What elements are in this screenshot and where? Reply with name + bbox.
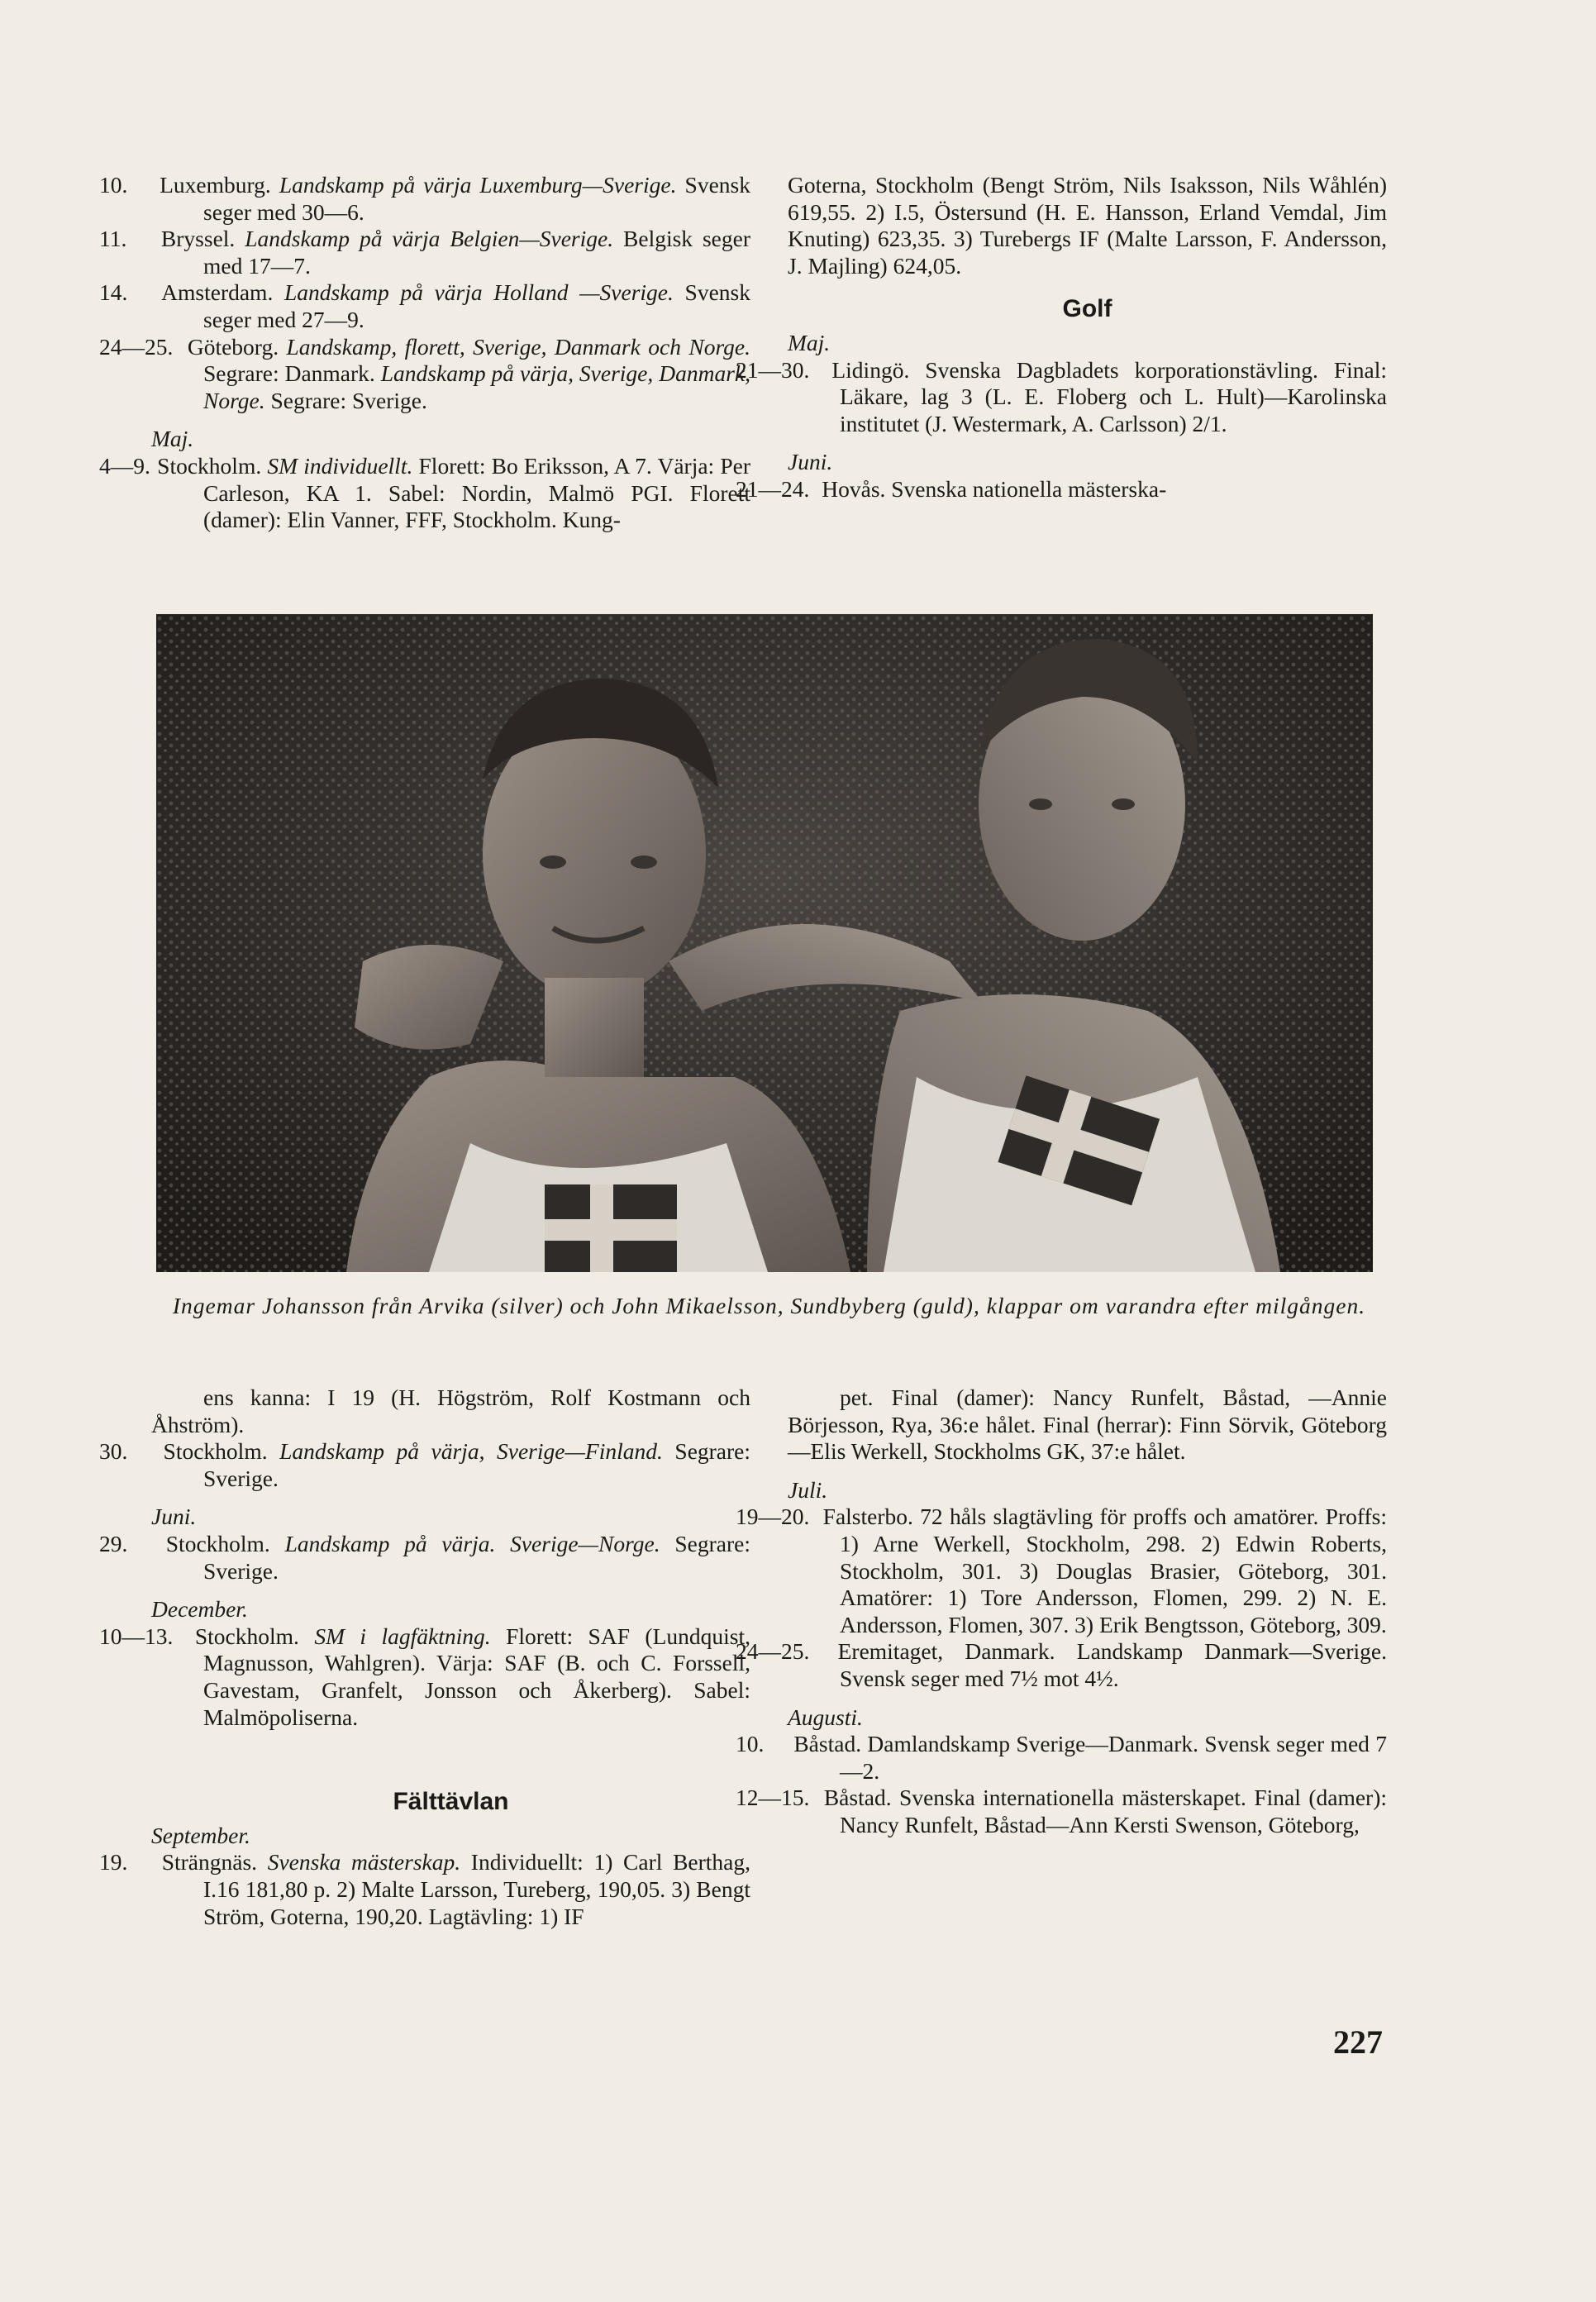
entry-text: Lidingö. Svenska Dagbladets korporationstävling. Final: Läkare, lag 3 (L. E. Floberg och L. Hult)—Karolinska institutet (J. Westermark, A. Carlsson) 2/1. bbox=[831, 356, 1388, 436]
continued-paragraph: ens kanna: I 19 (H. Högström, Rolf Kostmann och Åhström). bbox=[151, 1385, 750, 1437]
entry-text: Falsterbo. 72 håls slagtävling för proffs och amatörer. Proffs: 1) Arne Werkell, Stockholm, 298. 2) Edwin Roberts, Stockholm, 301. 3) Douglas Brasier, Göteborg, 301. Amatörer: 1) Tore Andersson, Flomen, 299. 2) N. E. Andersson, Flomen, 307. 3) Erik Bengtsson, Göteborg, 309. bbox=[822, 1504, 1388, 1637]
list-item bbox=[99, 1623, 750, 1731]
entry-text: Segrare: Sverige. bbox=[203, 1530, 751, 1584]
entry-date: 10—13. bbox=[99, 1623, 174, 1649]
entry-title: Landskamp på värja Luxemburg—Sverige. bbox=[279, 172, 677, 198]
entry-title: Landskamp på värja, Sverige, Danmark, Norge. bbox=[203, 360, 750, 413]
entry-text: Strängnäs. bbox=[161, 1849, 268, 1875]
entry-text: Belgisk seger med 17—7. bbox=[203, 226, 750, 279]
month-label: Juli. bbox=[788, 1476, 828, 1503]
entry-title: Landskamp på värja Holland —Sverige. bbox=[283, 279, 674, 306]
list-item: 10. Luxemburg. Landskamp på värja Luxemburg—Sverige. Svensk seger med 30—6. bbox=[99, 172, 750, 225]
photo-illustration bbox=[156, 614, 1373, 1272]
entry-title: Landskamp på värja, Sverige—Finland. bbox=[279, 1438, 663, 1465]
continued-paragraph: pet. Final (damer): Nancy Runfelt, Båstad, —Annie Börjesson, Rya, 36:e hålet. Final (herrar): Finn Sörvik, Göteborg—Elis Werkell, Stockholms GK, 37:e hålet. bbox=[788, 1385, 1387, 1465]
continued-paragraph: Goterna, Stockholm (Bengt Ström, Nils Isaksson, Nils Wåhlén) 619,55. 2) I.5, Östersund (H. E. Hansson, Erland Vemdal, Jim Knuting) 623,35. 3) Turebergs IF (Malte Larsson, F. Andersson, J. Majling) 624,05. bbox=[788, 172, 1387, 279]
entry-text: Stockholm. bbox=[163, 1438, 280, 1465]
entry-date: 24—25. bbox=[736, 1638, 810, 1665]
entry-text: Bryssel. bbox=[160, 226, 245, 252]
entry-date: 21—30. bbox=[736, 356, 810, 383]
entry-title: SM i lagfäktning. bbox=[314, 1623, 491, 1649]
entry-date: 12—15. bbox=[736, 1785, 810, 1811]
list-item: 10. Båstad. Damlandskamp Sverige—Danmark. Svensk seger med 7—2. bbox=[736, 1731, 1387, 1784]
entry-date: 24—25. bbox=[99, 333, 174, 360]
entry-date: 21—24. bbox=[736, 475, 810, 502]
list-item: 29. Stockholm. Landskamp på värja. Sverige—Norge. Segrare: Sverige. bbox=[99, 1530, 751, 1584]
entry-text: Florett: Bo Eriksson, A 7. Värja: Per Carleson, KA 1. Sabel: Nordin, Malmö PGI. Florett (damer): Elin Vanner, FFF, Stockholm. Kung- bbox=[203, 452, 750, 533]
entry-date: 19—20. bbox=[736, 1504, 810, 1530]
entry-text: Göteborg. bbox=[187, 333, 287, 360]
entry-text: Stockholm. bbox=[157, 452, 268, 479]
month-label: September. bbox=[151, 1822, 250, 1848]
entry-list bbox=[99, 1530, 751, 1585]
entry-text: Båstad. Damlandskamp Sverige—Danmark. Svensk seger med 7—2. bbox=[793, 1731, 1387, 1784]
list-item: 14. Amsterdam. Landskamp på värja Holland —Sverige. Svensk seger med 27—9. bbox=[99, 279, 750, 332]
entry-list bbox=[736, 1731, 1387, 1838]
section-heading-falttavlan: Fälttävlan bbox=[393, 1788, 509, 1816]
photograph-runners bbox=[156, 614, 1373, 1272]
entry-text: Stockholm. bbox=[194, 1623, 315, 1649]
entry-text: Amsterdam. bbox=[161, 279, 284, 306]
list-item bbox=[99, 333, 750, 415]
entry-title: Landskamp på värja. Sverige—Norge. bbox=[284, 1530, 660, 1556]
entry-text: Hovås. Svenska nationella mästerska- bbox=[822, 475, 1167, 502]
list-item bbox=[736, 1504, 1388, 1638]
entry-title: Landskamp på värja Belgien—Sverige. bbox=[245, 226, 614, 252]
entry-text: Individuellt: 1) Carl Berthag, I.16 181,80 p. 2) Malte Larsson, Tureberg, 190,05. 3) Bengt Ström, Goterna, 190,20. Lagtävling: 1) IF bbox=[203, 1849, 751, 1929]
list-item: 4—9. Stockholm. SM individuellt. Florett: Bo Eriksson, A 7. Värja: Per Carleson, KA 1. Sabel: Nordin, Malmö PGI. Florett (damer): Elin Vanner, FFF, Stockholm. Kung- bbox=[99, 452, 750, 533]
entry-list bbox=[736, 1504, 1388, 1692]
top-right-column bbox=[736, 172, 1388, 503]
entry-list bbox=[99, 452, 750, 534]
entry-text: Svensk seger med 30—6. bbox=[203, 172, 750, 225]
month-label: Maj. bbox=[151, 426, 194, 452]
list-item: 11. Bryssel. Landskamp på värja Belgien—Sverige. Belgisk seger med 17—7. bbox=[99, 226, 750, 279]
month-label: December. bbox=[151, 1596, 248, 1623]
entry-text: Segrare: Sverige. bbox=[203, 1438, 751, 1491]
entry-list bbox=[99, 1849, 751, 1930]
entry-text: Svensk seger med 27—9. bbox=[203, 279, 750, 332]
list-item bbox=[736, 1638, 1387, 1692]
month-label: Maj. bbox=[788, 329, 831, 355]
entry-text: Florett: SAF (Lundquist, Magnusson, Wahlgren). Värja: SAF (B. och C. Forssell, Gavestam, Granfelt, Jonsson och Åkerberg). Sabel: Malmöpoliserna. bbox=[203, 1623, 750, 1730]
bottom-right-column bbox=[736, 1385, 1388, 1839]
entry-text: Stockholm. bbox=[165, 1530, 285, 1556]
month-label: Juni. bbox=[788, 449, 833, 475]
list-item bbox=[736, 475, 1387, 503]
entry-text: Eremitaget, Danmark. Landskamp Danmark—Sverige. Svensk seger med 7½ mot 4½. bbox=[837, 1638, 1387, 1691]
month-label: Juni. bbox=[151, 1504, 197, 1530]
entry-title: Svenska mästerskap. bbox=[267, 1849, 461, 1875]
list-item bbox=[736, 1785, 1387, 1838]
entry-text: Segrare: Danmark. bbox=[203, 360, 381, 387]
list-item: 19. Strängnäs. Svenska mästerskap. Individuellt: 1) Carl Berthag, I.16 181,80 p. 2) Malte Larsson, Tureberg, 190,05. 3) Bengt Ström, Goterna, 190,20. Lagtävling: 1) IF bbox=[99, 1849, 751, 1929]
entry-text: Båstad. Svenska internationella mästerskapet. Final (damer): Nancy Runfelt, Båstad—Ann Kersti Swenson, Göteborg, bbox=[823, 1785, 1387, 1837]
photo-caption: Ingemar Johansson från Arvika (silver) och John Mikaelsson, Sundbyberg (guld), klappar om varandra efter milgången. bbox=[172, 1293, 1366, 1318]
entry-title: SM individuellt. bbox=[267, 452, 413, 479]
entry-list bbox=[99, 1623, 750, 1731]
entry-text: Segrare: Sverige. bbox=[264, 387, 427, 413]
list-item bbox=[736, 356, 1388, 438]
entry-text: Luxemburg. bbox=[160, 172, 279, 198]
entry-list bbox=[99, 172, 750, 414]
entry-list bbox=[99, 1438, 751, 1492]
month-label: Augusti. bbox=[788, 1704, 863, 1730]
bottom-left-column bbox=[99, 1385, 751, 1930]
top-left-column bbox=[99, 172, 750, 534]
list-item: 30. Stockholm. Landskamp på värja, Sverige—Finland. Segrare: Sverige. bbox=[99, 1438, 751, 1491]
page-number: 227 bbox=[1333, 2023, 1383, 2061]
section-heading-golf: Golf bbox=[1062, 295, 1112, 323]
entry-title: Landskamp, florett, Sverige, Danmark och Norge. bbox=[286, 333, 750, 360]
